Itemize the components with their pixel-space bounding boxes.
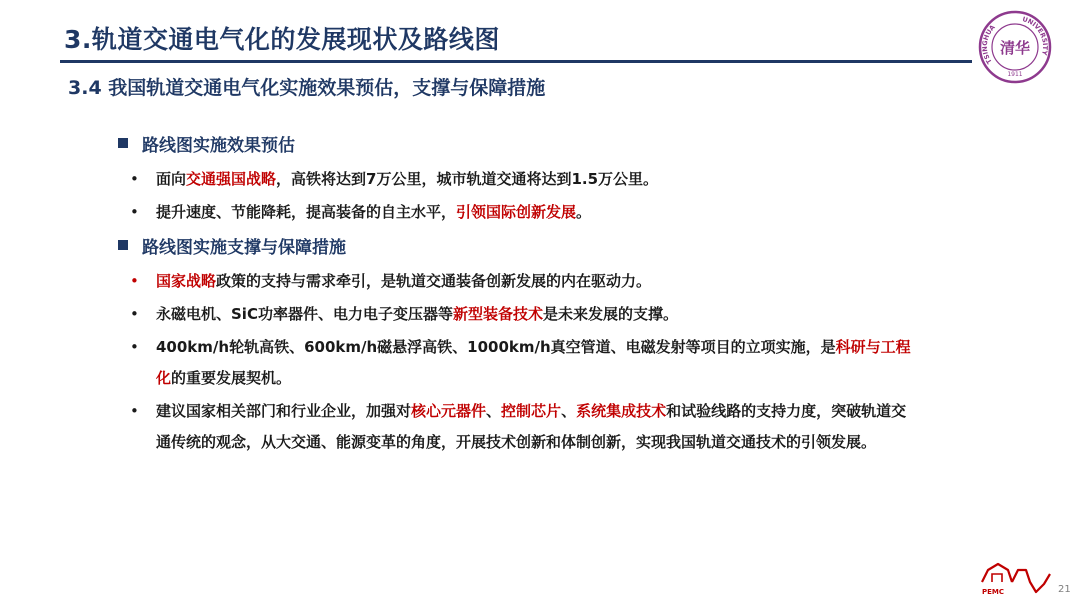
svg-text:清华: 清华 bbox=[999, 39, 1031, 57]
svg-text:1911: 1911 bbox=[1007, 71, 1023, 78]
list-item: • 建议国家相关部门和行业企业，加强对核心元器件、控制芯片、系统集成技术和试验线路的支持力度，突破轨道交通传统的观念，从大交通、能源变革的角度，开展技术创新和体制创新，实现我国轨道交通技术的引领发展。 bbox=[118, 396, 918, 458]
svg-text:UNIVERSITY: UNIVERSITY bbox=[1021, 15, 1050, 56]
slide-content bbox=[118, 130, 918, 460]
list-item: • 400km/h轮轨高铁、600km/h磁悬浮高铁、1000km/h真空管道、电磁发射等项目的立项实施，是科研与工程化的重要发展契机。 bbox=[118, 332, 918, 394]
pemc-logo bbox=[978, 560, 1054, 598]
svg-text:TSINGHUA: TSINGHUA bbox=[980, 23, 997, 66]
university-seal-logo bbox=[978, 10, 1052, 84]
bullet-dot-icon: • bbox=[130, 203, 139, 221]
list-item: • 面向交通强国战略，高铁将达到7万公里，城市轨道交通将达到1.5万公里。 bbox=[118, 164, 918, 195]
section-heading: 路线图实施支撑与保障措施 bbox=[118, 232, 918, 258]
square-bullet-icon bbox=[118, 138, 128, 148]
section-heading: 路线图实施效果预估 bbox=[118, 130, 918, 156]
bullet-dot-icon: • bbox=[130, 305, 139, 323]
slide-subtitle: 3.4 我国轨道交通电气化实施效果预估，支撑与保障措施 bbox=[68, 77, 546, 99]
svg-text:PEMC: PEMC bbox=[982, 588, 1005, 596]
bullet-dot-icon: • bbox=[130, 170, 139, 188]
bullet-dot-icon: • bbox=[130, 338, 139, 356]
square-bullet-icon bbox=[118, 240, 128, 250]
list-item: • 提升速度、节能降耗，提高装备的自主水平，引领国际创新发展。 bbox=[118, 197, 918, 228]
bullet-dot-icon: • bbox=[130, 272, 139, 290]
page-number: 21 bbox=[1058, 584, 1071, 595]
title-divider bbox=[60, 60, 972, 63]
list-item: • 国家战略政策的支持与需求牵引，是轨道交通装备创新发展的内在驱动力。 bbox=[118, 266, 918, 297]
slide-title: 3.轨道交通电气化的发展现状及路线图 bbox=[64, 25, 500, 54]
bullet-dot-icon: • bbox=[130, 402, 139, 420]
list-item: • 永磁电机、SiC功率器件、电力电子变压器等新型装备技术是未来发展的支撑。 bbox=[118, 299, 918, 330]
